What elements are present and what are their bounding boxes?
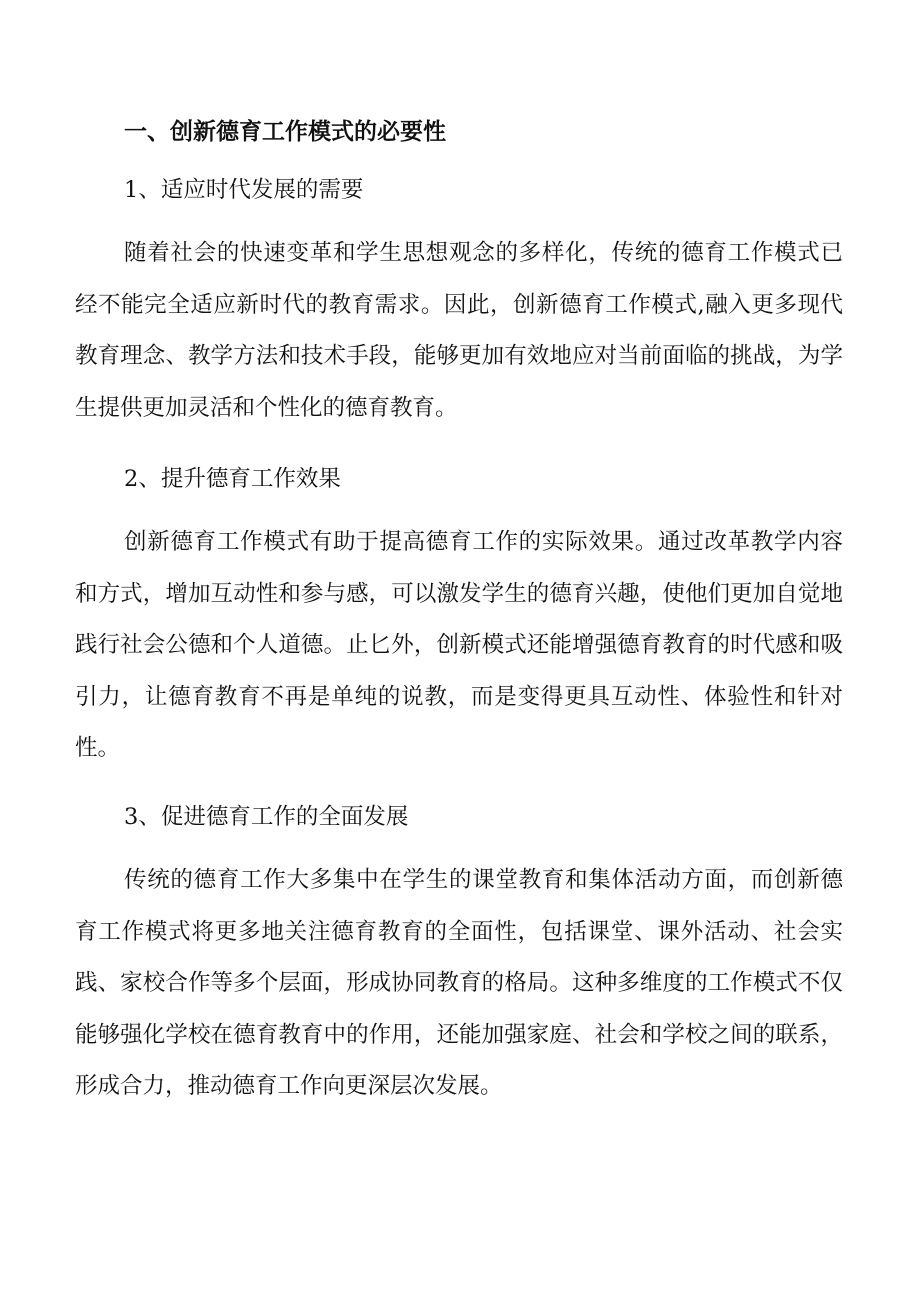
- section-heading-1: 1、适应时代发展的需要: [124, 177, 364, 203]
- section-paragraph-3: 传统的德育工作大多集中在学生的课堂教育和集体活动方面，而创新德育工作模式将更多地关注德育教育的全面性，包括课堂、课外活动、社会实践、家校合作等多个层面，形成协同教育的格局。这种多维度的工作模式不仅能够强化学校在德育教育中的作用，还能加强家庭、社会和学校之间的联系，形成合力，推动德育工作向更深层次发展。: [75, 867, 843, 1099]
- section-paragraph-1: 随着社会的快速变革和学生思想观念的多样化，传统的德育工作模式已经不能完全适应新时代的教育需求。因此，创新德育工作模式,融入更多现代教育理念、教学方法和技术手段，能够更加有效地应对当前面临的挑战，为学生提供更加灵活和个性化的德育教育。: [75, 240, 843, 421]
- section-heading-2: 2、提升德育工作效果: [124, 466, 341, 492]
- section-heading-3: 3、促进德育工作的全面发展: [124, 804, 409, 830]
- document-title: 一、创新德育工作模式的必要性: [124, 118, 446, 145]
- section-paragraph-2: 创新德育工作模式有助于提高德育工作的实际效果。通过改革教学内容和方式，增加互动性和参与感，可以激发学生的德育兴趣，使他们更加自觉地践行社会公德和个人道德。止匕外，创新模式还能增强德育教育的时代感和吸引力，让德育教育不再是单纯的说教，而是变得更具互动性、体验性和针对性。: [75, 529, 843, 761]
